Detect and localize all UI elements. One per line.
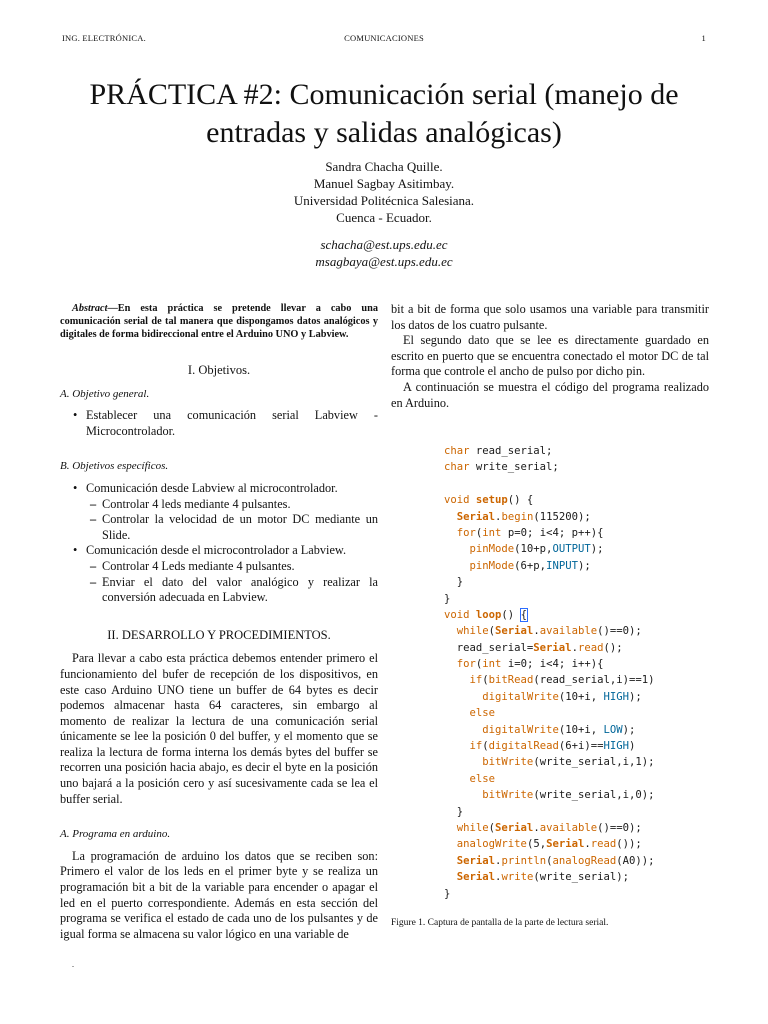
specific-objectives-list: [60, 481, 378, 606]
code-line: while(Serial.available()==0);: [456, 625, 642, 638]
subsection-heading-programa: A. Programa en arduino.: [60, 828, 171, 841]
list-item: • Comunicación desde Labview al microcontrolador.: [60, 481, 378, 497]
paragraph: bit a bit de forma que solo usamos una variable para transmitir los datos de los cuatro pulsante.: [391, 302, 709, 332]
footer-mark: .: [72, 960, 74, 969]
code-line: }: [444, 805, 464, 818]
sub-list-item: – Controlar 4 Leds mediante 4 pulsantes.: [60, 559, 378, 575]
code-screenshot: [444, 443, 655, 902]
code-line: Serial.begin(115200);: [456, 510, 591, 523]
sub-list-item: – Controlar la velocidad de un motor DC mediante un Slide.: [60, 512, 378, 543]
paragraph: La programación de arduino los datos que se reciben son: Primero el valor de los leds en el primer byte y se realiza un programación bit a bit de la variable para encender o apagar el led en el puerto correspondiente. Además en esta sección del programa se verifica el estado de cada uno de los pulsantes y de igual forma se almacena su valor lógico en una variable de: [60, 848, 378, 941]
paragraph: A continuación se muestra el código del programa realizado en Arduino.: [391, 379, 709, 410]
left-column: [60, 302, 378, 942]
section-heading-desarrollo: II. DESARROLLO Y PROCEDIMIENTOS.: [107, 627, 331, 642]
figure-caption: Figure 1. Captura de pantalla de la parte de lectura serial.: [391, 918, 609, 928]
code-line: void setup() {: [444, 494, 534, 507]
code-line: bitWrite(write_serial,i,1);: [482, 756, 655, 769]
page-number: 1: [701, 33, 706, 43]
running-header-left: ING. ELECTRÓNICA.: [62, 33, 146, 43]
paper-title: PRÁCTICA #2: Comunicación serial (manejo de entradas y salidas analógicas): [89, 78, 679, 149]
author-line: Manuel Sagbay Asitimbay.: [313, 176, 455, 191]
code-line: char read_serial;: [444, 445, 553, 457]
code-line: else: [469, 707, 496, 720]
code-line: void loop() {: [444, 608, 527, 621]
code-line: bitWrite(write_serial,i,0);: [482, 789, 655, 802]
paragraph: Para llevar a cabo esta práctica debemos entender primero el funcionamiento del bufer de recepción de los dispositivos, en este caso Arduino UNO tiene un buffer de 64 bytes es decir podemos almacenar hasta 64 caracteres, sin embargo al momento de realizar la lectura de una comunicación serial únicamente se lee la posición 0 del buffer, y el momento que se realiza la lectura de forma interna los demás bytes del buffer se recorren una posición hacia abajo, es decir el byte en la posición uno bajará a la posición cero y así sucesivamente cada se lea el buffer serial.: [60, 651, 378, 806]
code-line: [444, 476, 655, 492]
code-line: digitalWrite(10+i, HIGH);: [482, 690, 642, 703]
author-line: Sandra Chacha Quille.: [325, 159, 443, 174]
code-line: Serial.write(write_serial);: [456, 871, 629, 884]
list-item: • Comunicación desde el microcontrolador a Labview.: [60, 543, 378, 559]
code-line: analogWrite(5,Serial.read());: [456, 838, 642, 851]
paragraph: El segundo dato que se lee es directamente guardado en escrito en puerto que se encuentra conectado el motor DC de tal forma que controle el ancho de pulso por dicho pin.: [391, 333, 709, 379]
code-line: }: [444, 592, 451, 605]
running-header-center: COMUNICACIONES: [344, 33, 424, 43]
code-line: for(int p=0; i<4; p++){: [456, 526, 604, 539]
subsection-heading-especificos: B. Objetivos específicos.: [60, 460, 169, 473]
list-item: • Establecer una comunicación serial Labview - Microcontrolador.: [60, 408, 378, 439]
abstract-label: Abstract: [72, 303, 108, 314]
email-line: msagbaya@est.ups.edu.ec: [315, 254, 453, 269]
code-line: if(bitRead(read_serial,i)==1): [469, 674, 655, 687]
code-line: digitalWrite(10+i, LOW);: [482, 723, 636, 736]
general-objectives-list: [60, 408, 378, 439]
affiliation-line: Universidad Politécnica Salesiana.: [293, 193, 475, 208]
right-column: [391, 302, 709, 411]
code-line: pinMode(10+p,OUTPUT);: [469, 543, 604, 556]
location-line: Cuenca - Ecuador.: [336, 210, 432, 225]
abstract: [60, 302, 378, 341]
code-line: char write_serial;: [444, 461, 559, 474]
code-line: }: [444, 576, 464, 589]
code-line: Serial.println(analogRead(A0));: [456, 854, 655, 867]
abstract-text: —En esta práctica se pretende llevar a cabo una comunicación serial de tal manera que dispongamos datos analógicos y digitales de forma bidireccional entre el Arduino UNO y Labview.: [60, 303, 378, 340]
code-line: read_serial=Serial.read();: [444, 641, 623, 654]
sub-list-item: – Enviar el dato del valor analógico y realizar la conversión adecuada en Labview.: [60, 575, 378, 606]
code-line: if(digitalRead(6+i)==HIGH): [469, 740, 636, 753]
section-heading-objetivos: I. Objetivos.: [187, 363, 251, 377]
email-block: [0, 236, 768, 270]
code-line: else: [469, 772, 496, 785]
code-line: for(int i=0; i<4; i++){: [456, 658, 604, 671]
code-line: pinMode(6+p,INPUT);: [469, 559, 591, 572]
sub-list-item: – Controlar 4 leds mediante 4 pulsantes.: [60, 497, 378, 513]
code-line: while(Serial.available()==0);: [456, 821, 642, 834]
email-line: schacha@est.ups.edu.ec: [320, 237, 448, 252]
author-block: [0, 158, 768, 226]
subsection-heading-general: A. Objetivo general.: [60, 387, 150, 400]
code-line: }: [444, 887, 451, 900]
